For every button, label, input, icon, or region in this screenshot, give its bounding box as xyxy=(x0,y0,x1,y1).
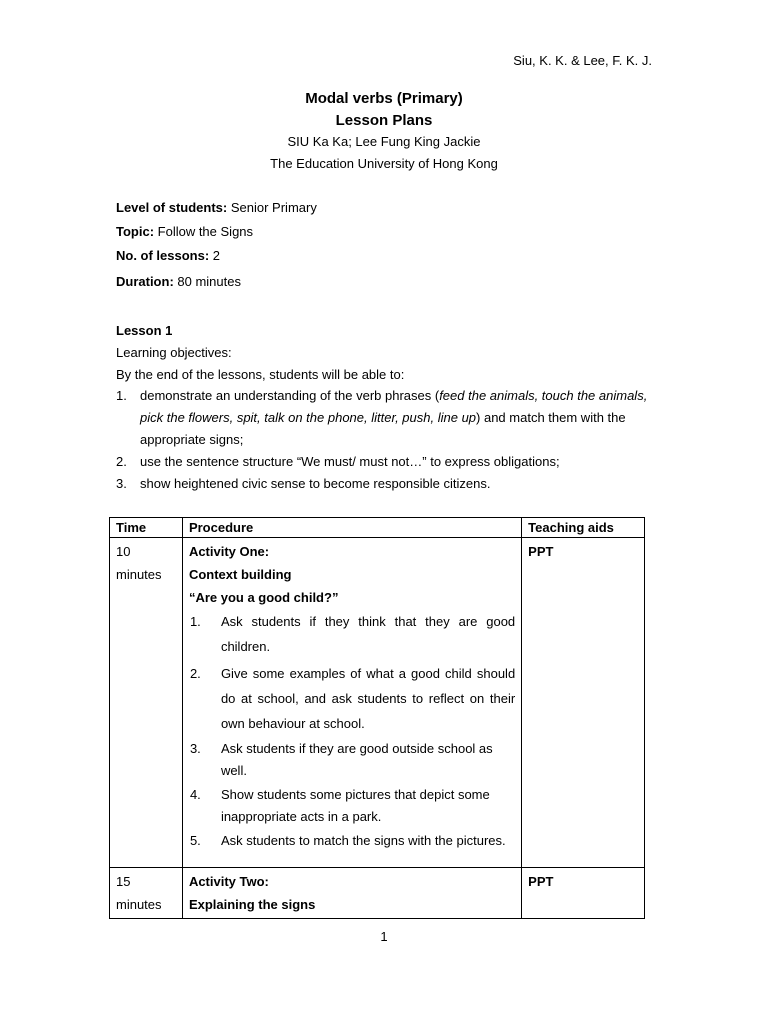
procedure-step xyxy=(189,738,515,782)
activity-title: Activity Two: xyxy=(188,874,269,889)
procedure-cell xyxy=(182,868,521,919)
meta-level xyxy=(116,200,317,215)
objective-text: use the sentence structure “We must/ must not…” to express obligations; xyxy=(140,454,560,469)
lesson-heading: Lesson 1 xyxy=(116,323,173,338)
running-header: Siu, K. K. & Lee, F. K. J. xyxy=(513,53,652,68)
time-cell: 15 minutes xyxy=(110,868,183,919)
objective-number: 1. xyxy=(116,388,127,403)
time-cell: 10 minutes xyxy=(110,538,183,868)
table-row xyxy=(110,538,645,868)
meta-label: Topic: xyxy=(116,224,155,239)
procedure-steps xyxy=(189,609,515,852)
procedure-step xyxy=(189,661,515,736)
meta-topic xyxy=(116,224,253,239)
meta-value: Senior Primary xyxy=(227,200,317,215)
step-number: 1. xyxy=(189,614,201,629)
header-time: Time xyxy=(110,518,183,538)
objective-text-end: ) and match them with the appropriate signs; xyxy=(140,410,626,447)
objective-item xyxy=(116,385,656,451)
objectives-label: Learning objectives: xyxy=(116,345,232,360)
activity-quote: “Are you a good child?” xyxy=(188,590,339,605)
header-procedure: Procedure xyxy=(182,518,521,538)
step-number: 3. xyxy=(189,741,201,756)
meta-label: Level of students: xyxy=(116,200,228,215)
step-text: Ask students if they are good outside school as well. xyxy=(220,741,493,778)
objective-italic: feed the animals, touch the animals, pick the flowers, spit, talk on the phone, litter, push, line up xyxy=(140,388,648,425)
procedure-cell xyxy=(182,538,521,868)
activity-subtitle: Context building xyxy=(188,567,292,582)
procedure-step xyxy=(189,830,515,852)
table-row xyxy=(110,868,645,919)
objective-item xyxy=(116,451,656,473)
activity-subtitle: Explaining the signs xyxy=(188,897,316,912)
meta-duration xyxy=(116,274,241,289)
objective-text: demonstrate an understanding of the verb phrases ( xyxy=(140,388,440,403)
authors: SIU Ka Ka; Lee Fung King Jackie xyxy=(287,134,481,149)
step-text: Ask students if they think that they are good children. xyxy=(220,614,516,654)
meta-label: No. of lessons: xyxy=(116,248,210,263)
lesson-table xyxy=(109,517,645,919)
objectives-intro: By the end of the lessons, students will be able to: xyxy=(116,367,405,382)
table-header-row xyxy=(110,518,645,538)
step-number: 2. xyxy=(189,666,201,681)
objective-text: show heightened civic sense to become responsible citizens. xyxy=(140,476,491,491)
step-number: 4. xyxy=(189,787,201,802)
step-text: Ask students to match the signs with the pictures. xyxy=(220,833,506,848)
objective-number: 3. xyxy=(116,476,127,491)
objective-number: 2. xyxy=(116,454,127,469)
meta-label: Duration: xyxy=(116,274,174,289)
institution: The Education University of Hong Kong xyxy=(270,156,498,171)
aids-cell: PPT xyxy=(522,538,645,868)
meta-value: 2 xyxy=(209,248,221,263)
step-text: Give some examples of what a good child should do at school, and ask students to reflect on their own behaviour at school. xyxy=(220,666,516,731)
meta-value: Follow the Signs xyxy=(154,224,254,239)
step-text: Show students some pictures that depict some inappropriate acts in a park. xyxy=(220,787,490,824)
meta-lessons xyxy=(116,248,220,263)
procedure-step xyxy=(189,609,515,659)
document-subtitle: Lesson Plans xyxy=(335,112,433,129)
page-number: 1 xyxy=(380,929,388,944)
header-aids: Teaching aids xyxy=(522,518,645,538)
activity-title: Activity One: xyxy=(188,544,270,559)
document-title: Modal verbs (Primary) xyxy=(305,90,463,107)
step-number: 5. xyxy=(189,833,201,848)
procedure-step xyxy=(189,784,515,828)
meta-value: 80 minutes xyxy=(173,274,241,289)
objective-item xyxy=(116,473,656,495)
aids-cell: PPT xyxy=(522,868,645,919)
